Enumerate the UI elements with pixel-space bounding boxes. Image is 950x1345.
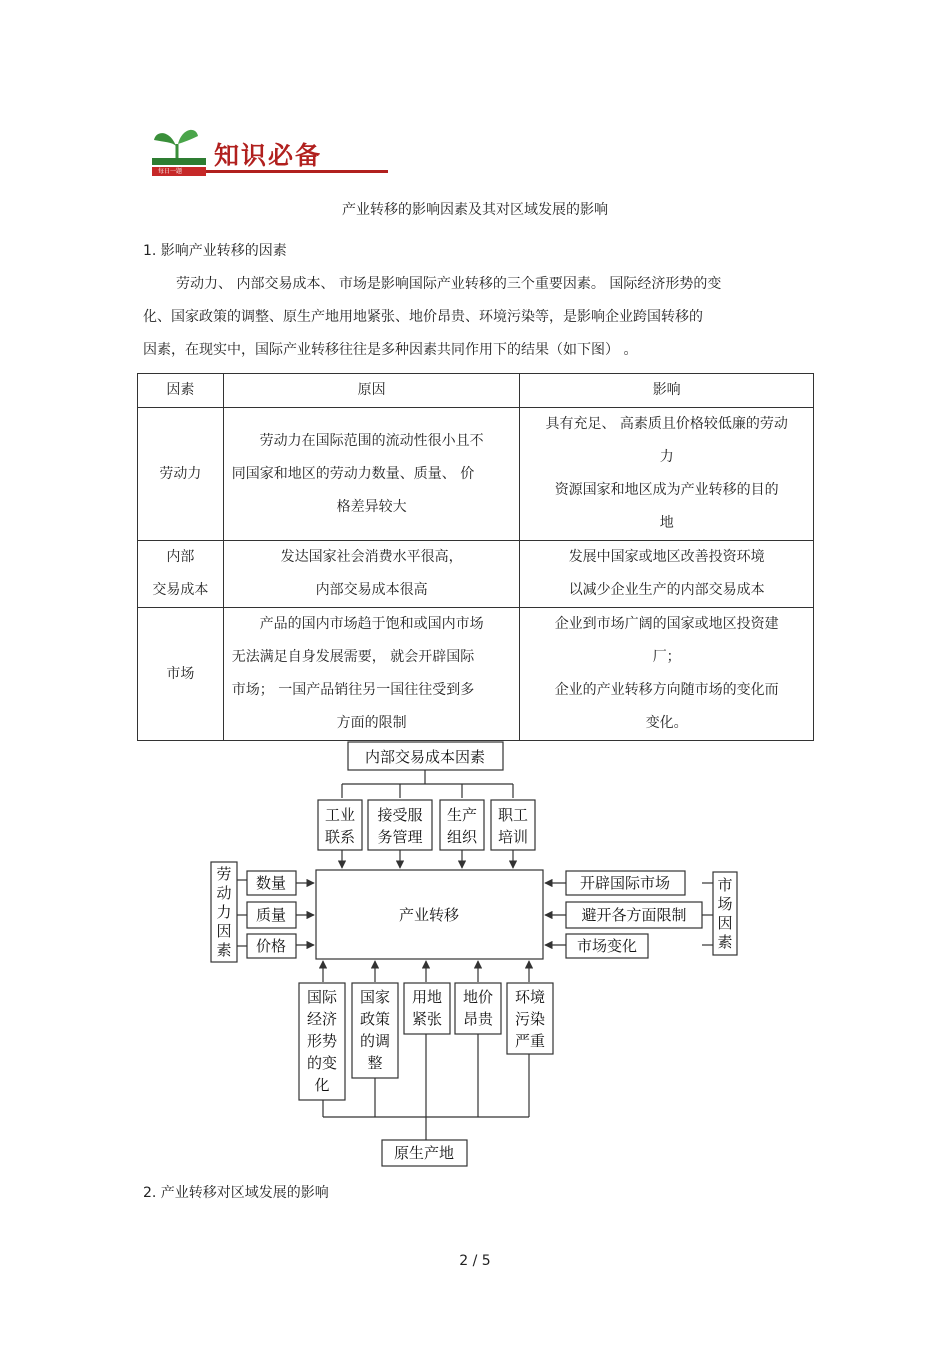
header-cell: 因素 <box>138 374 224 408</box>
banner-underline <box>206 170 388 173</box>
svg-text:昂贵: 昂贵 <box>462 1010 494 1028</box>
svg-text:价格: 价格 <box>255 937 287 955</box>
bottom-factor-box <box>507 983 553 1054</box>
svg-text:场: 场 <box>717 895 733 913</box>
factor-cell: 内部 交易成本 <box>138 541 224 608</box>
svg-text:职工: 职工 <box>497 806 529 824</box>
cause-cell: 劳动力在国际范围的流动性很小且不 同国家和地区的劳动力数量、质量、 价 格差异较大 <box>223 408 520 541</box>
market-group-box <box>713 872 737 955</box>
svg-text:地价: 地价 <box>462 988 494 1006</box>
svg-text:经济: 经济 <box>306 1010 338 1028</box>
svg-text:因: 因 <box>717 914 733 932</box>
svg-text:工业: 工业 <box>324 806 356 824</box>
center-box <box>316 870 543 959</box>
internal-item-box <box>368 800 432 850</box>
svg-text:素: 素 <box>717 933 733 951</box>
section-1-paragraph-line: 劳动力、 内部交易成本、 市场是影响国际产业转移的三个重要因素。 国际经济形势的变 <box>176 276 722 292</box>
table-row <box>138 541 814 608</box>
svg-text:产业转移: 产业转移 <box>398 906 460 924</box>
factor-table <box>137 373 814 741</box>
svg-text:整: 整 <box>367 1054 383 1072</box>
banner-title: 知识必备 <box>214 141 323 170</box>
svg-text:的调: 的调 <box>359 1032 391 1050</box>
header-cell: 原因 <box>223 374 520 408</box>
svg-text:数量: 数量 <box>255 874 287 892</box>
internal-item-box <box>318 800 362 850</box>
svg-text:污染: 污染 <box>514 1010 546 1028</box>
svg-text:动: 动 <box>216 884 232 902</box>
svg-text:力: 力 <box>216 903 232 921</box>
table-row <box>138 608 814 741</box>
svg-text:劳: 劳 <box>216 865 232 883</box>
svg-text:生产: 生产 <box>446 806 478 824</box>
svg-text:内部交易成本因素: 内部交易成本因素 <box>364 748 486 766</box>
labor-group-box <box>211 862 237 962</box>
svg-text:务管理: 务管理 <box>377 828 423 846</box>
labor-item-box <box>247 871 296 895</box>
factor-cell: 市场 <box>138 608 224 741</box>
svg-text:开辟国际市场: 开辟国际市场 <box>579 874 671 892</box>
svg-text:质量: 质量 <box>255 906 287 924</box>
svg-text:国际: 国际 <box>306 988 338 1006</box>
section-1-paragraph-line: 因素，在现实中，国际产业转移往往是多种因素共同作用下的结果（如下图） 。 <box>143 342 638 358</box>
svg-text:原生产地: 原生产地 <box>393 1144 455 1162</box>
page-number: 2 / 5 <box>459 1253 491 1269</box>
section-banner <box>150 122 390 178</box>
factor-diagram <box>0 740 950 1170</box>
table-row <box>138 408 814 541</box>
bottom-factor-box <box>299 983 345 1100</box>
svg-text:用地: 用地 <box>411 988 443 1006</box>
labor-item-box <box>247 902 296 928</box>
effect-cell: 发展中国家或地区改善投资环境 以减少企业生产的内部交易成本 <box>520 541 814 608</box>
svg-text:严重: 严重 <box>514 1032 546 1050</box>
svg-text:市场变化: 市场变化 <box>576 937 638 955</box>
svg-text:国家: 国家 <box>359 988 391 1006</box>
table-header-row <box>138 374 814 408</box>
cause-cell: 产品的国内市场趋于饱和或国内市场 无法满足自身发展需要， 就会开辟国际 市场； 一国产品销往另一国往往受到多 方面的限制 <box>223 608 520 741</box>
svg-text:素: 素 <box>216 941 232 959</box>
factor-cell: 劳动力 <box>138 408 224 541</box>
svg-text:环境: 环境 <box>514 988 546 1006</box>
internal-cost-box <box>348 742 503 770</box>
section-2-heading: 2. 产业转移对区域发展的影响 <box>143 1185 329 1201</box>
svg-text:的变: 的变 <box>306 1054 338 1072</box>
section-1-paragraph-line: 化、国家政策的调整、原生产地用地紧张、地价昂贵、环境污染等，是影响企业跨国转移的 <box>143 309 703 325</box>
banner-sub-label: 每日一题 <box>158 168 183 175</box>
origin-box <box>382 1140 467 1166</box>
effect-cell: 具有充足、 高素质且价格较低廉的劳动 力 资源国家和地区成为产业转移的目的 地 <box>520 408 814 541</box>
svg-text:避开各方面限制: 避开各方面限制 <box>581 906 687 924</box>
svg-text:联系: 联系 <box>324 828 356 846</box>
internal-item-box <box>491 800 535 850</box>
svg-text:政策: 政策 <box>359 1010 391 1028</box>
section-1-heading: 1. 影响产业转移的因素 <box>143 243 287 259</box>
svg-text:培训: 培训 <box>497 828 529 846</box>
header-cell: 影响 <box>520 374 814 408</box>
document-title: 产业转移的影响因素及其对区域发展的影响 <box>342 202 608 218</box>
labor-item-box <box>247 934 296 958</box>
effect-cell: 企业到市场广阔的国家或地区投资建 厂； 企业的产业转移方向随市场的变化而 变化。 <box>520 608 814 741</box>
market-item-box <box>566 934 648 958</box>
bottom-factor-box <box>352 983 398 1078</box>
svg-text:接受服: 接受服 <box>377 806 423 824</box>
svg-text:化: 化 <box>314 1076 330 1094</box>
svg-text:组织: 组织 <box>446 828 478 846</box>
bottom-factor-box <box>455 983 501 1034</box>
internal-item-box <box>440 800 484 850</box>
cause-cell: 发达国家社会消费水平很高， 内部交易成本很高 <box>223 541 520 608</box>
svg-text:形势: 形势 <box>306 1032 338 1050</box>
svg-text:紧张: 紧张 <box>411 1010 443 1028</box>
svg-text:市: 市 <box>717 876 733 894</box>
market-item-box <box>566 902 702 928</box>
svg-text:因: 因 <box>216 922 232 940</box>
market-item-box <box>566 871 685 895</box>
bottom-factor-box <box>404 983 450 1034</box>
